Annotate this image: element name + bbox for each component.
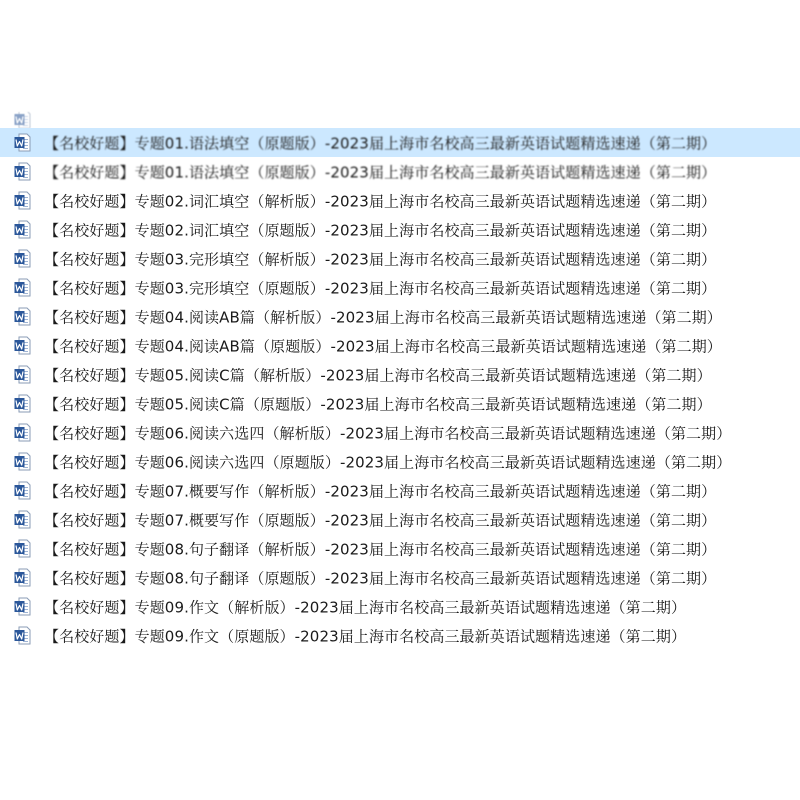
file-name: 【名校好题】专题09.作文（解析版）-2023届上海市名校高三最新英语试题精选速递（第二期）	[44, 598, 687, 616]
file-row[interactable]	[0, 418, 800, 447]
file-row[interactable]	[0, 215, 800, 244]
file-row[interactable]	[0, 621, 800, 650]
word-doc-icon	[14, 481, 31, 500]
file-name: 【名校好题】专题07.概要写作（原题版）-2023届上海市名校高三最新英语试题精选速递（第二期）	[44, 511, 717, 529]
word-doc-icon	[14, 278, 31, 297]
file-row[interactable]	[0, 476, 800, 505]
file-name: 【名校好题】专题09.作文（原题版）-2023届上海市名校高三最新英语试题精选速递（第二期）	[44, 627, 687, 645]
file-name: 【名校好题】专题04.阅读AB篇（原题版）-2023届上海市名校高三最新英语试题精选速递（第二期）	[44, 337, 722, 355]
word-doc-icon	[14, 394, 31, 413]
file-row[interactable]	[0, 360, 800, 389]
file-name: 【名校好题】专题03.完形填空（解析版）-2023届上海市名校高三最新英语试题精选速递（第二期）	[44, 250, 717, 268]
word-doc-icon	[14, 307, 31, 326]
file-row[interactable]	[0, 331, 800, 360]
word-doc-icon	[14, 626, 31, 645]
file-row[interactable]	[0, 186, 800, 215]
file-row[interactable]	[0, 447, 800, 476]
word-doc-icon	[14, 220, 31, 239]
file-name: 【名校好题】专题01.语法填空（原题版）-2023届上海市名校高三最新英语试题精选速递（第二期）	[44, 134, 717, 152]
word-doc-icon	[14, 191, 31, 210]
file-row[interactable]	[0, 534, 800, 563]
word-doc-icon	[14, 597, 31, 616]
file-name: 【名校好题】专题03.完形填空（原题版）-2023届上海市名校高三最新英语试题精选速递（第二期）	[44, 279, 717, 297]
file-row[interactable]	[0, 563, 800, 592]
file-row[interactable]	[0, 302, 800, 331]
file-name: 【名校好题】专题04.阅读AB篇（解析版）-2023届上海市名校高三最新英语试题精选速递（第二期）	[44, 308, 722, 326]
file-row[interactable]	[0, 244, 800, 273]
word-doc-icon	[14, 510, 31, 529]
word-doc-icon	[14, 365, 31, 384]
file-name: 【名校好题】专题08.句子翻译（原题版）-2023届上海市名校高三最新英语试题精选速递（第二期）	[44, 569, 717, 587]
file-row[interactable]	[0, 592, 800, 621]
file-name: 【名校好题】专题06.阅读六选四（解析版）-2023届上海市名校高三最新英语试题精选速递（第二期）	[44, 424, 732, 442]
file-name: 【名校好题】专题06.阅读六选四（原题版）-2023届上海市名校高三最新英语试题精选速递（第二期）	[44, 453, 732, 471]
file-row[interactable]	[0, 128, 800, 157]
file-name: 【名校好题】专题01.语法填空（原题版）-2023届上海市名校高三最新英语试题精选速递（第二期）	[44, 163, 717, 181]
word-doc-icon	[14, 336, 31, 355]
word-doc-icon	[14, 452, 31, 471]
word-doc-icon	[14, 423, 31, 442]
file-name: 【名校好题】专题05.阅读C篇（解析版）-2023届上海市名校高三最新英语试题精选速递（第二期）	[44, 366, 712, 384]
file-name: 【名校好题】专题08.句子翻译（解析版）-2023届上海市名校高三最新英语试题精选速递（第二期）	[44, 540, 717, 558]
word-doc-icon	[14, 112, 31, 128]
file-row[interactable]	[0, 157, 800, 186]
file-row[interactable]	[0, 505, 800, 534]
file-name: 【名校好题】专题02.词汇填空（解析版）-2023届上海市名校高三最新英语试题精选速递（第二期）	[44, 192, 717, 210]
word-doc-icon	[14, 162, 31, 181]
file-name: 【名校好题】专题05.阅读C篇（原题版）-2023届上海市名校高三最新英语试题精选速递（第二期）	[44, 395, 712, 413]
word-doc-icon	[14, 568, 31, 587]
word-doc-icon	[14, 249, 31, 268]
word-doc-icon	[14, 133, 31, 152]
word-doc-icon	[14, 539, 31, 558]
file-row[interactable]	[0, 389, 800, 418]
file-name: 【名校好题】专题02.词汇填空（原题版）-2023届上海市名校高三最新英语试题精选速递（第二期）	[44, 221, 717, 239]
file-list	[0, 112, 800, 650]
file-row[interactable]	[0, 112, 800, 128]
file-name: 【名校好题】专题07.概要写作（解析版）-2023届上海市名校高三最新英语试题精选速递（第二期）	[44, 482, 717, 500]
file-row[interactable]	[0, 273, 800, 302]
